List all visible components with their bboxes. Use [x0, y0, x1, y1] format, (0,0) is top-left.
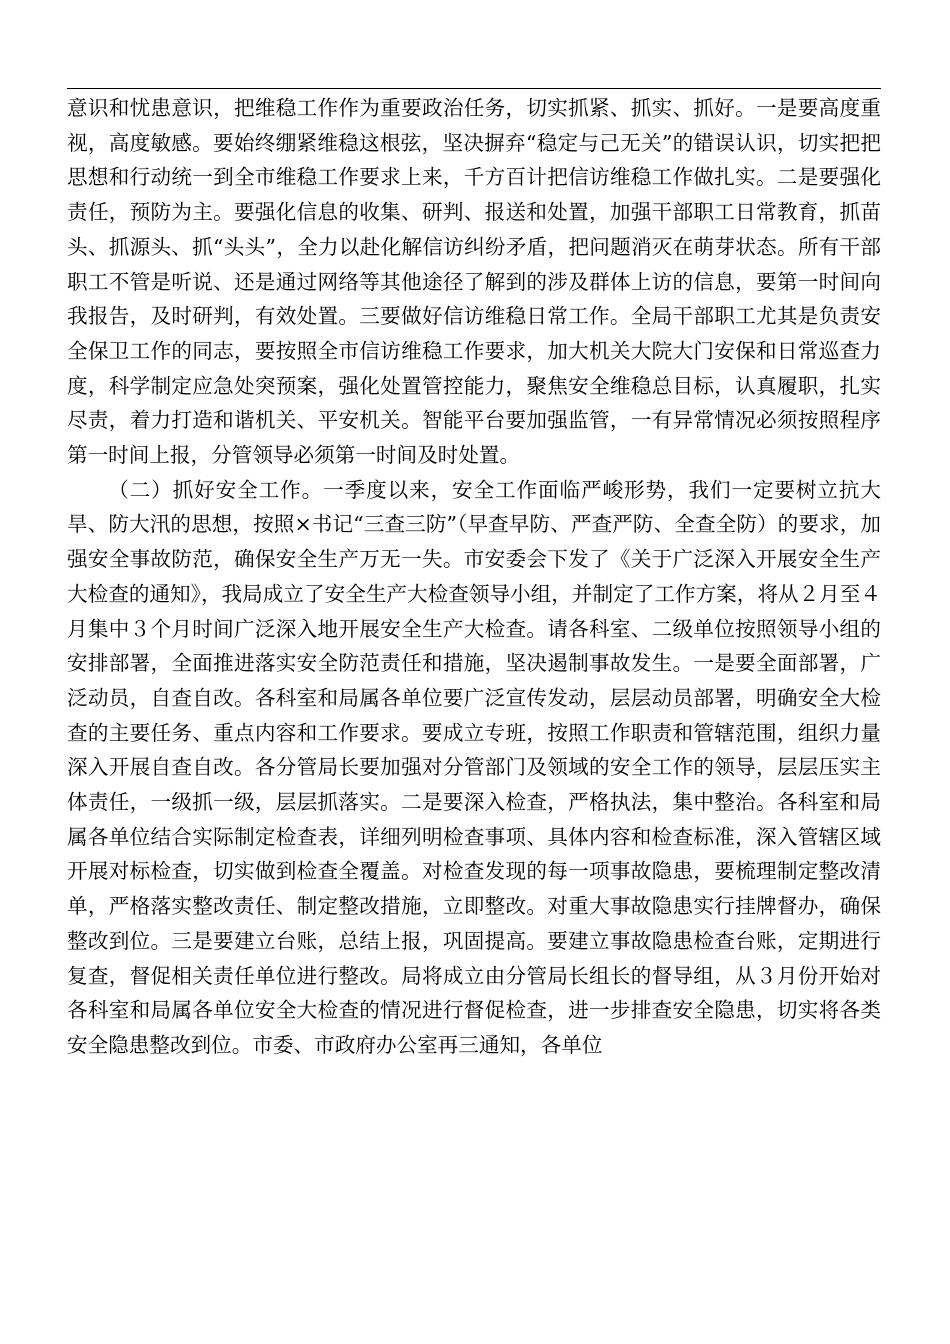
document-body — [67, 91, 881, 1063]
paragraph-safety-work: （二）抓好安全工作。一季度以来，安全工作面临严峻形势，我们一定要树立抗大旱、防大汛的思想，按照×书记“三查三防”（早查早防、严查严防、全查全防）的要求，加强安全事故防范，确保安全生产万无一失。市安委会下发了《关于广泛深入开展安全生产大检查的通知》，我局成立了安全生产大检查领导小组，并制定了工作方案，将从２月至４月集中３个月时间广泛深入地开展安全生产大检查。请各科室、二级单位按照领导小组的安排部署，全面推进落实安全防范责任和措施，坚决遏制事故发生。一是要全面部署，广泛动员，自查自改。各科室和局属各单位要广泛宣传发动，层层动员部署，明确安全大检查的主要任务、重点内容和工作要求。要成立专班，按照工作职责和管辖范围，组织力量深入开展自查自改。各分管局长要加强对分管部门及领域的安全工作的领导，层层压实主体责任，一级抓一级，层层抓落实。二是要深入检查，严格执法，集中整治。各科室和局属各单位结合实际制定检查表，详细列明检查事项、具体内容和检查标准，深入管辖区域开展对标检查，切实做到检查全覆盖。对检查发现的每一项事故隐患，要梳理制定整改清单，严格落实整改责任、制定整改措施，立即整改。对重大事故隐患实行挂牌督办，确保整改到位。三是要建立台账，总结上报，巩固提高。要建立事故隐患检查台账，定期进行复查，督促相关责任单位进行整改。局将成立由分管局长组长的督导组，从３月份开始对各科室和局属各单位安全大检查的情况进行督促检查，进一步排查安全隐患，切实将各类安全隐患整改到位。市委、市政府办公室再三通知，各单位 — [67, 477, 881, 1057]
paragraph-continuation: 意识和忧患意识，把维稳工作作为重要政治任务，切实抓紧、抓实、抓好。一是要高度重视，高度敏感。要始终绷紧维稳这根弦，坚决摒弃“稳定与己无关”的错误认识，切实把把思想和行动统一到全市维稳工作要求上来，千方百计把信访维稳工作做扎实。二是要强化责任，预防为主。要强化信息的收集、研判、报送和处置，加强干部职工日常教育，抓苗头、抓源头、抓“头头”，全力以赴化解信访纠纷矛盾，把问题消灭在萌芽状态。所有干部职工不管是听说、还是通过网络等其他途径了解到的涉及群体上访的信息，要第一时间向我报告，及时研判，有效处置。三要做好信访维稳日常工作。全局干部职工尤其是负责安全保卫工作的同志，要按照全市信访维稳工作要求，加大机关大院大门安保和日常巡查力度，科学制定应急处突预案，强化处置管控能力，聚焦安全维稳总目标，认真履职，扎实尽责，着力打造和谐机关、平安机关。智能平台要加强监管，一有异常情况必须按照程序第一时间上报，分管领导必须第一时间及时处置。 — [67, 96, 881, 468]
header-rule — [67, 88, 881, 89]
